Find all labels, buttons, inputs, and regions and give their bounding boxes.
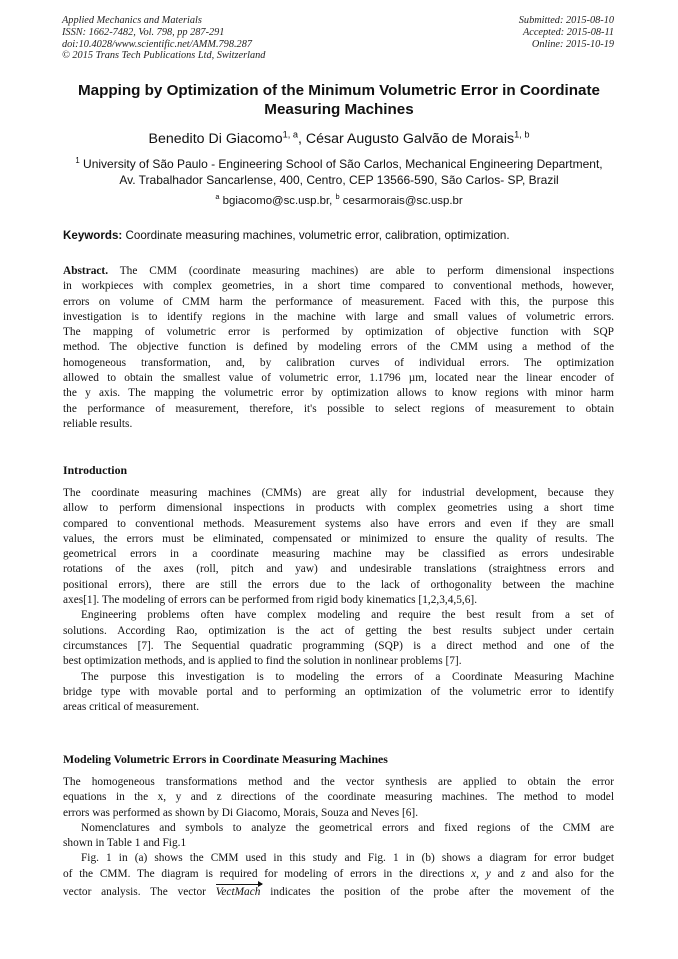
text-line: the y axis. The mapping the volumetric error by optimization allows to know regions with minor harm xyxy=(63,387,614,400)
text-line: homogeneous transformation, and, by calibration curves of individual errors. The optimization xyxy=(63,356,614,369)
text-line: of the CMM. The diagram is required for modeling of errors in the directions x, y and z and also for the xyxy=(63,867,615,880)
text-line: reliable results. xyxy=(63,417,133,430)
text-line: vector analysis. The vector VectMach indicates the position of the probe after the movement of the xyxy=(63,882,614,904)
affiliation-line: Av. Trabalhador Sancarlense, 400, Centro, CEP 13566-590, São Carlos- SP, Brazil xyxy=(119,172,559,187)
keywords-label: Keywords: xyxy=(63,229,123,242)
author-superscript: 1, a xyxy=(282,129,298,140)
email-superscript: b xyxy=(335,192,340,202)
journal-name: Applied Mechanics and Materials xyxy=(62,15,202,26)
text-line: The coordinate measuring machines (CMMs) are great ally for industrial development, because they xyxy=(63,487,614,499)
text-line: errors was performed as shown by Di Giacomo, Morais, Souza and Neves [6]. xyxy=(63,806,419,819)
text-line: in workpieces with complex geometries, in a short time compared to conventional methods, however, xyxy=(63,280,614,293)
section-heading-modeling: Modeling Volumetric Errors in Coordinate Measuring Machines xyxy=(63,752,388,766)
text-line: allowed to obtain the smallest value of volumetric error, 1.1796 µm, located near the linear encoder of xyxy=(63,372,614,385)
paper-title: Mapping by Optimization of the Minimum Volumetric Error in Coordinate Measuring Machines xyxy=(77,82,600,118)
text-line: investigation is to identify regions in the machine with large and small values of volumetric errors. xyxy=(63,310,614,323)
text-line: equations in the x, y and z directions of the coordinate measuring machines. The method to model xyxy=(63,791,614,804)
doi: doi:10.4028/www.scientific.net/AMM.798.287 xyxy=(62,38,252,50)
text-line: rotations of the axes (roll, pitch and yaw) and undesirable translations (straightness errors and xyxy=(63,563,614,576)
variable-x: x xyxy=(471,867,477,880)
variable-y: y xyxy=(485,867,491,880)
author-superscript: 1, b xyxy=(514,129,530,140)
text-line: axes[1]. The modeling of errors can be performed from rigid body kinematics [1,2,3,4,5,6]. xyxy=(63,594,478,607)
text-line: best optimization methods, and is applied to find the solution in nonlinear problems [7]. xyxy=(63,655,462,668)
publication-dates xyxy=(519,15,614,50)
variable-z: z xyxy=(520,867,526,880)
author-list xyxy=(40,131,638,148)
modeling-body xyxy=(63,775,614,904)
text-line: values, the errors must be eliminated, compensated or minimized to ensure the quality of results. The xyxy=(63,532,614,545)
author-name: César Augusto Galvão de Morais xyxy=(305,131,515,147)
section-heading-introduction: Introduction xyxy=(63,463,128,477)
author-emails xyxy=(40,194,638,208)
accepted-date: Accepted: 2015-08-11 xyxy=(522,26,614,38)
abstract-label: Abstract. xyxy=(63,265,109,277)
text-line: The purpose this investigation is to modeling the errors of a Coordinate Measuring Machine xyxy=(81,670,614,683)
text-line: circumstances [7]. The Sequential quadratic programming (SQP) is a direct method and one of the xyxy=(63,639,614,652)
text-line: compared to conventional methods. Measurement systems also have errors and even if they are small xyxy=(63,517,614,530)
text-line: The homogeneous transformations method and the vector synthesis are applied to obtain the error xyxy=(63,776,614,788)
text-line: Abstract. The CMM (coordinate measuring machines) are able to perform dimensional inspections xyxy=(63,265,614,277)
text-line: areas critical of measurement. xyxy=(63,701,200,714)
email-superscript: a xyxy=(215,192,220,202)
affiliation xyxy=(40,157,638,188)
abstract xyxy=(63,264,614,432)
author-separator: , xyxy=(297,131,306,147)
text-line: solutions. According Rao, optimization is the act of getting the best results subject under certain xyxy=(63,624,614,637)
text-line: The mapping of volumetric error is performed by optimization of objective function with SQP xyxy=(63,326,614,339)
text-line: errors on volume of CMM harm the performance of measurement. Faced with this, the purpose this xyxy=(63,295,614,308)
affiliation-line: University of São Paulo - Engineering School of São Carlos, Mechanical Engineering Department, xyxy=(79,157,603,171)
text-line: bridge type with movable portal and to performing an optimization of the volumetric error to identify xyxy=(63,685,614,698)
text-line: method. The objective function is defined by modeling errors of the CMM using a method of the xyxy=(63,341,614,354)
vector-vectmach: VectMach xyxy=(216,885,261,900)
online-date: Online: 2015-10-19 xyxy=(531,38,614,50)
affiliation-superscript: 1 xyxy=(75,156,80,165)
journal-info xyxy=(62,15,265,62)
text-line: Nomenclatures and symbols to analyze the geometrical errors and fixed regions of the CMM are xyxy=(81,821,614,834)
text-line: geometrical errors in a coordinate measuring machine may be classified as errors undesirable xyxy=(63,548,614,561)
text-line: allow to perform dimensional inspections in products with complex geometries using a short time xyxy=(63,502,614,515)
text-line: Fig. 1 in (a) shows the CMM used in this study and Fig. 1 in (b) shows a diagram for error budget xyxy=(81,852,614,865)
keywords-text: Coordinate measuring machines, volumetric error, calibration, optimization. xyxy=(122,229,510,242)
author-name: Benedito Di Giacomo xyxy=(148,131,283,147)
text-line: Engineering problems often have complex modeling and require the best result from a set of xyxy=(81,609,614,622)
introduction-body xyxy=(63,486,614,715)
email-address: cesarmorais@sc.usp.br xyxy=(339,195,463,207)
issn-volume: ISSN: 1662-7482, Vol. 798, pp 287-291 xyxy=(62,26,225,38)
copyright: © 2015 Trans Tech Publications Ltd, Switzerland xyxy=(62,50,266,62)
submitted-date: Submitted: 2015-08-10 xyxy=(518,15,614,26)
keywords xyxy=(63,229,618,243)
text-line: shown in Table 1 and Fig.1 xyxy=(63,837,187,850)
text-line: the performance of measurement, therefore, it's possible to select regions of measurement to obtain xyxy=(63,402,614,415)
text-line: positional errors), there are still the errors due to the lack of orthogonality between the machine xyxy=(63,578,614,591)
email-address: bgiacomo@sc.usp.br, xyxy=(219,195,336,207)
